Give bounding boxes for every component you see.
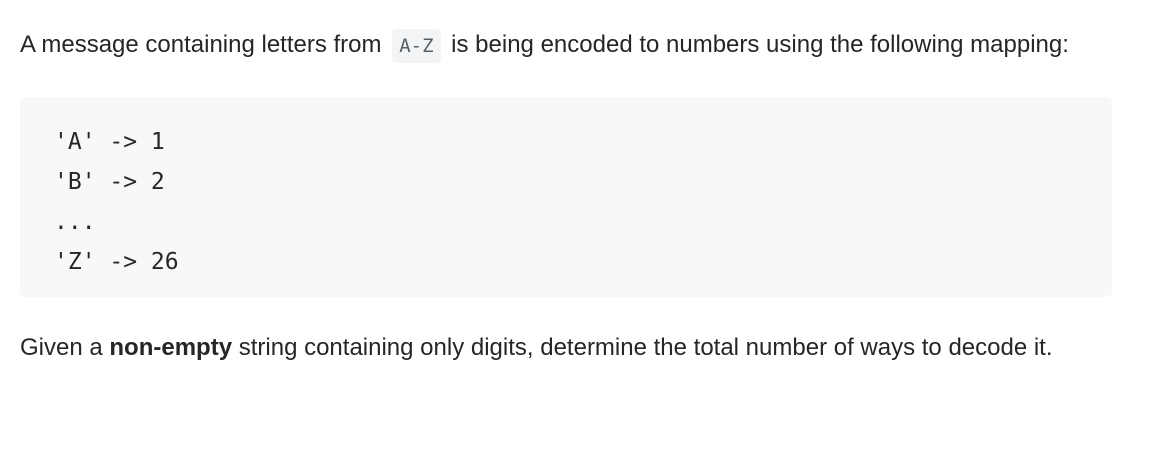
task-text-before: Given a	[20, 334, 110, 361]
mapping-line: ...	[54, 209, 96, 235]
intro-text-after: is being encoded to numbers using the following mapping:	[444, 31, 1069, 58]
task-paragraph	[20, 327, 1080, 369]
task-bold-text: non-empty	[109, 334, 233, 361]
intro-text-before: A message containing letters from	[20, 31, 389, 58]
mapping-code-block	[20, 97, 1112, 297]
intro-paragraph	[20, 0, 1070, 67]
inline-code-letter-range: A-Z	[392, 29, 440, 63]
mapping-line: 'B' -> 2	[54, 169, 165, 195]
mapping-line: 'Z' -> 26	[54, 249, 179, 275]
task-text-after: string containing only digits, determine the total number of ways to decode it.	[232, 334, 1053, 361]
mapping-line: 'A' -> 1	[54, 129, 165, 155]
